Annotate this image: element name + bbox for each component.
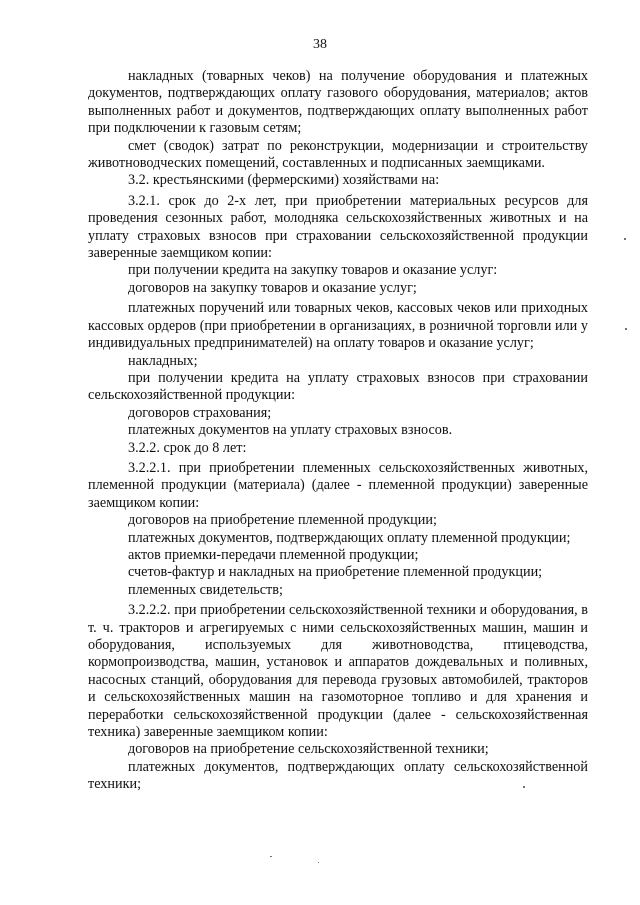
document-body [88,68,588,794]
scan-speck [270,856,272,857]
paragraph: платежных документов на уплату страховых взносов. [128,422,453,439]
scan-speck [624,238,626,240]
paragraph: 3.2.2.1. при приобретении племенных сельскохозяйственных животных, племенной продукции (материала) (далее - племенной продукции) заверенные заемщиком копии: [88,459,588,511]
paragraph: договоров страхования; [128,404,272,421]
paragraph: 3.2. крестьянскими (фермерскими) хозяйствами на: [128,172,440,189]
scan-speck [523,786,525,788]
paragraph: накладных (товарных чеков) на получение оборудования и платежных документов, подтверждающих оплату газового оборудования, материалов; актов выполненных работ и документов, подтверждающих оплату выполненных работ при подключении к газовым сетям; [88,68,588,137]
paragraph: платежных поручений или товарных чеков, кассовых чеков или приходных кассовых ордеров (при приобретении в организациях, в розничной торговли или у индивидуальных предпринимателей) на оплату товаров и оказание услуг; [88,300,588,352]
paragraph: смет (сводок) затрат по реконструкции, модернизации и строительству животноводческих помещений, составленных и подписанных заемщиками. [88,137,588,172]
page-number: 38 [313,37,327,52]
paragraph: накладных; [128,352,198,369]
paragraph: договоров на закупку товаров и оказание услуг; [128,279,417,296]
paragraph: 3.2.2.2. при приобретении сельскохозяйственной техники и оборудования, в т. ч. тракторов и агрегируемых с ними сельскохозяйственных машин, машин и оборудования, используемых для животноводства, птицеводства, кормопроизводства, машин, установок и аппаратов дождевальных и поливных, насосных станций, оборудования для перевода грузовых автомобилей, тракторов и сельскохозяйственных машин на газомоторное топливо и для хранения и переработки сельскохозяйственной продукции (далее - сельскохозяйственная техника) заверенные заемщиком копии: [88,602,588,741]
paragraph: при получении кредита на уплату страховых взносов при страховании сельскохозяйственной продукции: [88,369,588,404]
paragraph: актов приемки-передачи племенной продукции; [128,546,419,563]
paragraph: при получении кредита на закупку товаров и оказание услуг: [128,262,498,279]
paragraph: 3.2.1. срок до 2-х лет, при приобретении материальных ресурсов для проведения сезонных работ, молодняка сельскохозяйственных животных и на уплату страховых взносов при страховании сельскохозяйственной продукции заверенные заемщиком копии: [88,192,588,262]
paragraph: счетов-фактур и накладных на приобретение племенной продукции; [128,564,543,581]
paragraph: племенных свидетельств; [128,581,283,598]
paragraph: платежных документов, подтверждающих оплату племенной продукции; [128,529,571,546]
scan-speck [625,328,627,330]
paragraph: договоров на приобретение племенной продукции; [128,512,437,529]
paragraph: 3.2.2. срок до 8 лет: [128,439,247,456]
scan-speck [318,862,319,863]
paragraph: платежных документов, подтверждающих оплату сельскохозяйственной техники; [88,758,588,793]
paragraph: договоров на приобретение сельскохозяйственной техники; [128,741,489,758]
